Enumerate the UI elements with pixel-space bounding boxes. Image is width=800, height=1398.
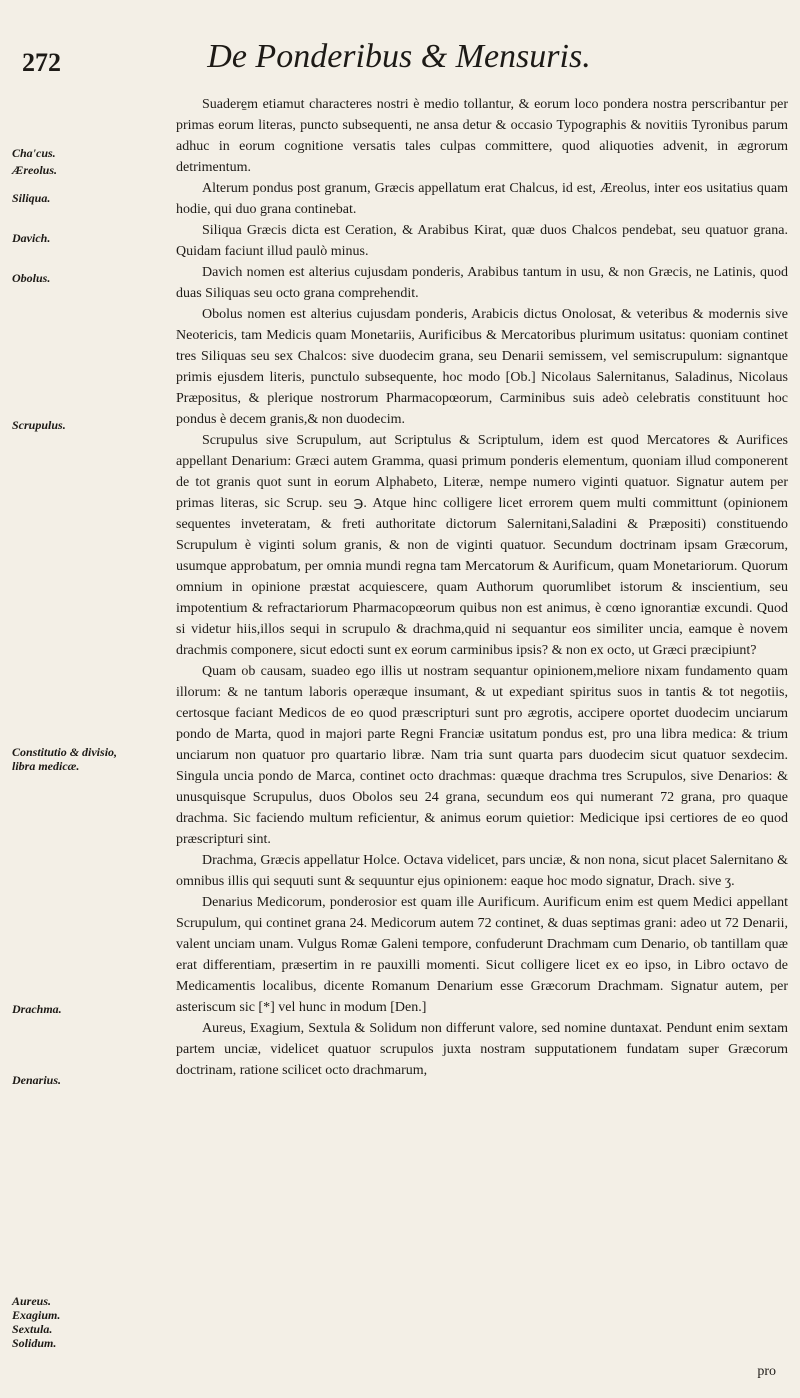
margin-note-chalcus: Cha'cus. [12, 146, 56, 160]
margin-note-aureus: Aureus. Exagium. Sextula. Solidum. [12, 1294, 61, 1350]
paragraph-constitutio: Quam ob causam, suadeo ego illis ut nostram sequantur opinionem,meliore nixam fundamento quam illorum: & ne tantum laboris operæque insumant, & ut expediant spiritus suos in tantis & tot negotiis, certosque faciant Medicos de eo quod præscripturi sunt pro ægrotis, accipere oportet duodecim unciarum pondo de Marta, quod in majori parte Regni Franciæ usitatum pondus est, pro una libra medica: & trium unciarum non quatuor pro quartario libræ. Nam tria sunt quarta pars duodecim sicut quatuor sexdecim. Singula uncia pondo de Marca, continet octo drachmas: quæque drachma tres Scrupulos, sive Denarios: & unusquisque Scrupulus, duos Obolos seu 24 grana, secundum eos qui numerant 72 grana, pro quaque drachma. Sic faciendo multum reficientur, & animus eorum quietior: Medicique ipsi certiores de eo quod præscripturi sint. [176, 664, 788, 847]
paragraph-drachma: Drachma, Græcis appellatur Holce. Octava videlicet, pars unciæ, & non nona, sicut placet Salernitano & omnibus illis qui sequuti sunt & sequuntur ejus opinionem: eaque hoc modo signatur, Drach. sive ʒ. [176, 853, 788, 889]
margin-note-aereolus: Æreolus. [12, 163, 57, 177]
paragraph-chalcus: Alterum pondus post granum, Græcis appellatum erat Chalcus, id est, Æreolus, inter eos usitatius quam hodie, qui duo grana continebat. [176, 181, 788, 217]
paragraph-davich: Davich nomen est alterius cujusdam ponderis, Arabibus tantum in usu, & non Græcis, ne Latinis, quod duas Siliquas seu octo grana comprehendit. [176, 265, 788, 301]
paragraph-obolus: Obolus nomen est alterius cujusdam ponderis, Arabicis dictus Onolosat, & veteribus & modernis sive Neotericis, tam Medicis quam Monetariis, Aurificibus & Mercatoribus plurimum usitatus: quoniam continet tres Siliquas seu sex Chalcos: sive duodecim grana, seu Denarii semissem, vel semiscrupulum: signantque primis ejusdem literis, punctulo subsequente, hoc modo [Ob.] Nicolaus Salernitanus, Saladinus, Nicolaus Præpositus, & plerique nostrorum Pharmacopœorum, Carminibus suis adeò celebratis constituunt hoc pondus è decem granis,& non duodecim. [176, 307, 788, 427]
catchword: pro [757, 1364, 776, 1379]
margin-notes [0, 0, 150, 1398]
main-text [176, 94, 788, 1081]
paragraph-scrupulus: Scrupulus sive Scrupulum, aut Scriptulus & Scriptulum, idem est quod Mercatores & Aurifices appellant Denarium: Græci autem Gramma, quasi primum ponderis elementum, quoniam illud componerent de tot granis quot sunt in eorum Alphabeto, Literæ, nempe numero viginti quatuor. Signatur autem per primas literas, sic Scrup. seu ℈. Atque hinc colligere licet errorem quem multi committunt (opinionem sequentes inveteratam, & freti authoritate dictorum Salernitani,Saladini & Præpositi) constituendo Scrupulum è viginti solum granis, & non de viginti quatuor. Secundum doctrinam ipsam Græcorum, usumque approbatum, per omnia mundi regna tam Mercatorum & Aurificum, quam Monetariorum. Quorum omnium in opinione præstat acquiescere, quam Authorum quorumlibet istorum & inscientium, seu impotentium & refractariorum Pharmacopœorum quibus non est animus, è cœno ignorantiæ excundi. Quod si videtur hiis,illos sequi in scrupulo & drachma,quid ni sequantur eos similiter uncia, eamque è novem drachmis componere, sicut edocti sunt ex eorum carminibus ipsis? & non ex octo, ut Græci præcipiunt? [176, 433, 788, 658]
margin-note-davich: Davich. [12, 231, 51, 245]
paragraph-siliqua: Siliqua Græcis dicta est Ceration, & Arabibus Kirat, quæ duos Chalcos pendebat, seu quatuor grana. Quidam faciunt illud paulò minus. [176, 223, 788, 259]
margin-note-constitutio: Constitutio & divisio, libra medicæ. [12, 745, 118, 773]
paragraph-characteres: Suadere̱m etiamut characteres nostri è medio tollantur, & eorum loco pondera nostra perscribantur per primas eorum literas, puncto subsequenti, ne ansa detur & occasio Typographis & novitiis Tyronibus parum adhuc in eorum cognitione versatis tales culpas committere, quod aliquoties advenit, in ægrorum detrimentum. [176, 97, 788, 175]
paragraph-denarius: Denarius Medicorum, ponderosior est quam ille Aurificum. Aurificum enim est quem Medici appellant Scrupulum, qui continet grana 24. Medicorum autem 72 continet, & duas septimas grani: adeo ut 72 Denarii, valent unciam unam. Vulgus Romæ Galeni tempore, confuderunt Drachmam cum Denario, ob tantillam quæ erat differentiam, præsertim in re pauxilli momenti. Sicut colligere licet ex eo ipso, in Libro octavo de Medicamentis localibus, dicente Romanum Denarium esse Græcorum Drachmam. Signatur autem, per asteriscum sic [*] vel hunc in modum [Den.] [176, 895, 788, 1015]
margin-note-denarius: Denarius. [12, 1073, 62, 1087]
page-number: 272 [22, 48, 61, 77]
paragraph-aureus: Aureus, Exagium, Sextula & Solidum non differunt valore, sed nomine duntaxat. Pendunt enim sextam partem unciæ, videlicet quatuor scrupulos juxta nostram supputationem fundatam super Græcorum doctrinam, ratione scilicet octo drachmarum, [176, 1021, 788, 1078]
margin-note-drachma: Drachma. [12, 1002, 62, 1016]
margin-note-obolus: Obolus. [12, 271, 51, 285]
running-title: De Ponderibus & Mensuris. [207, 38, 591, 75]
margin-note-siliqua: Siliqua. [12, 191, 51, 205]
margin-note-scrupulus: Scrupulus. [12, 418, 66, 432]
